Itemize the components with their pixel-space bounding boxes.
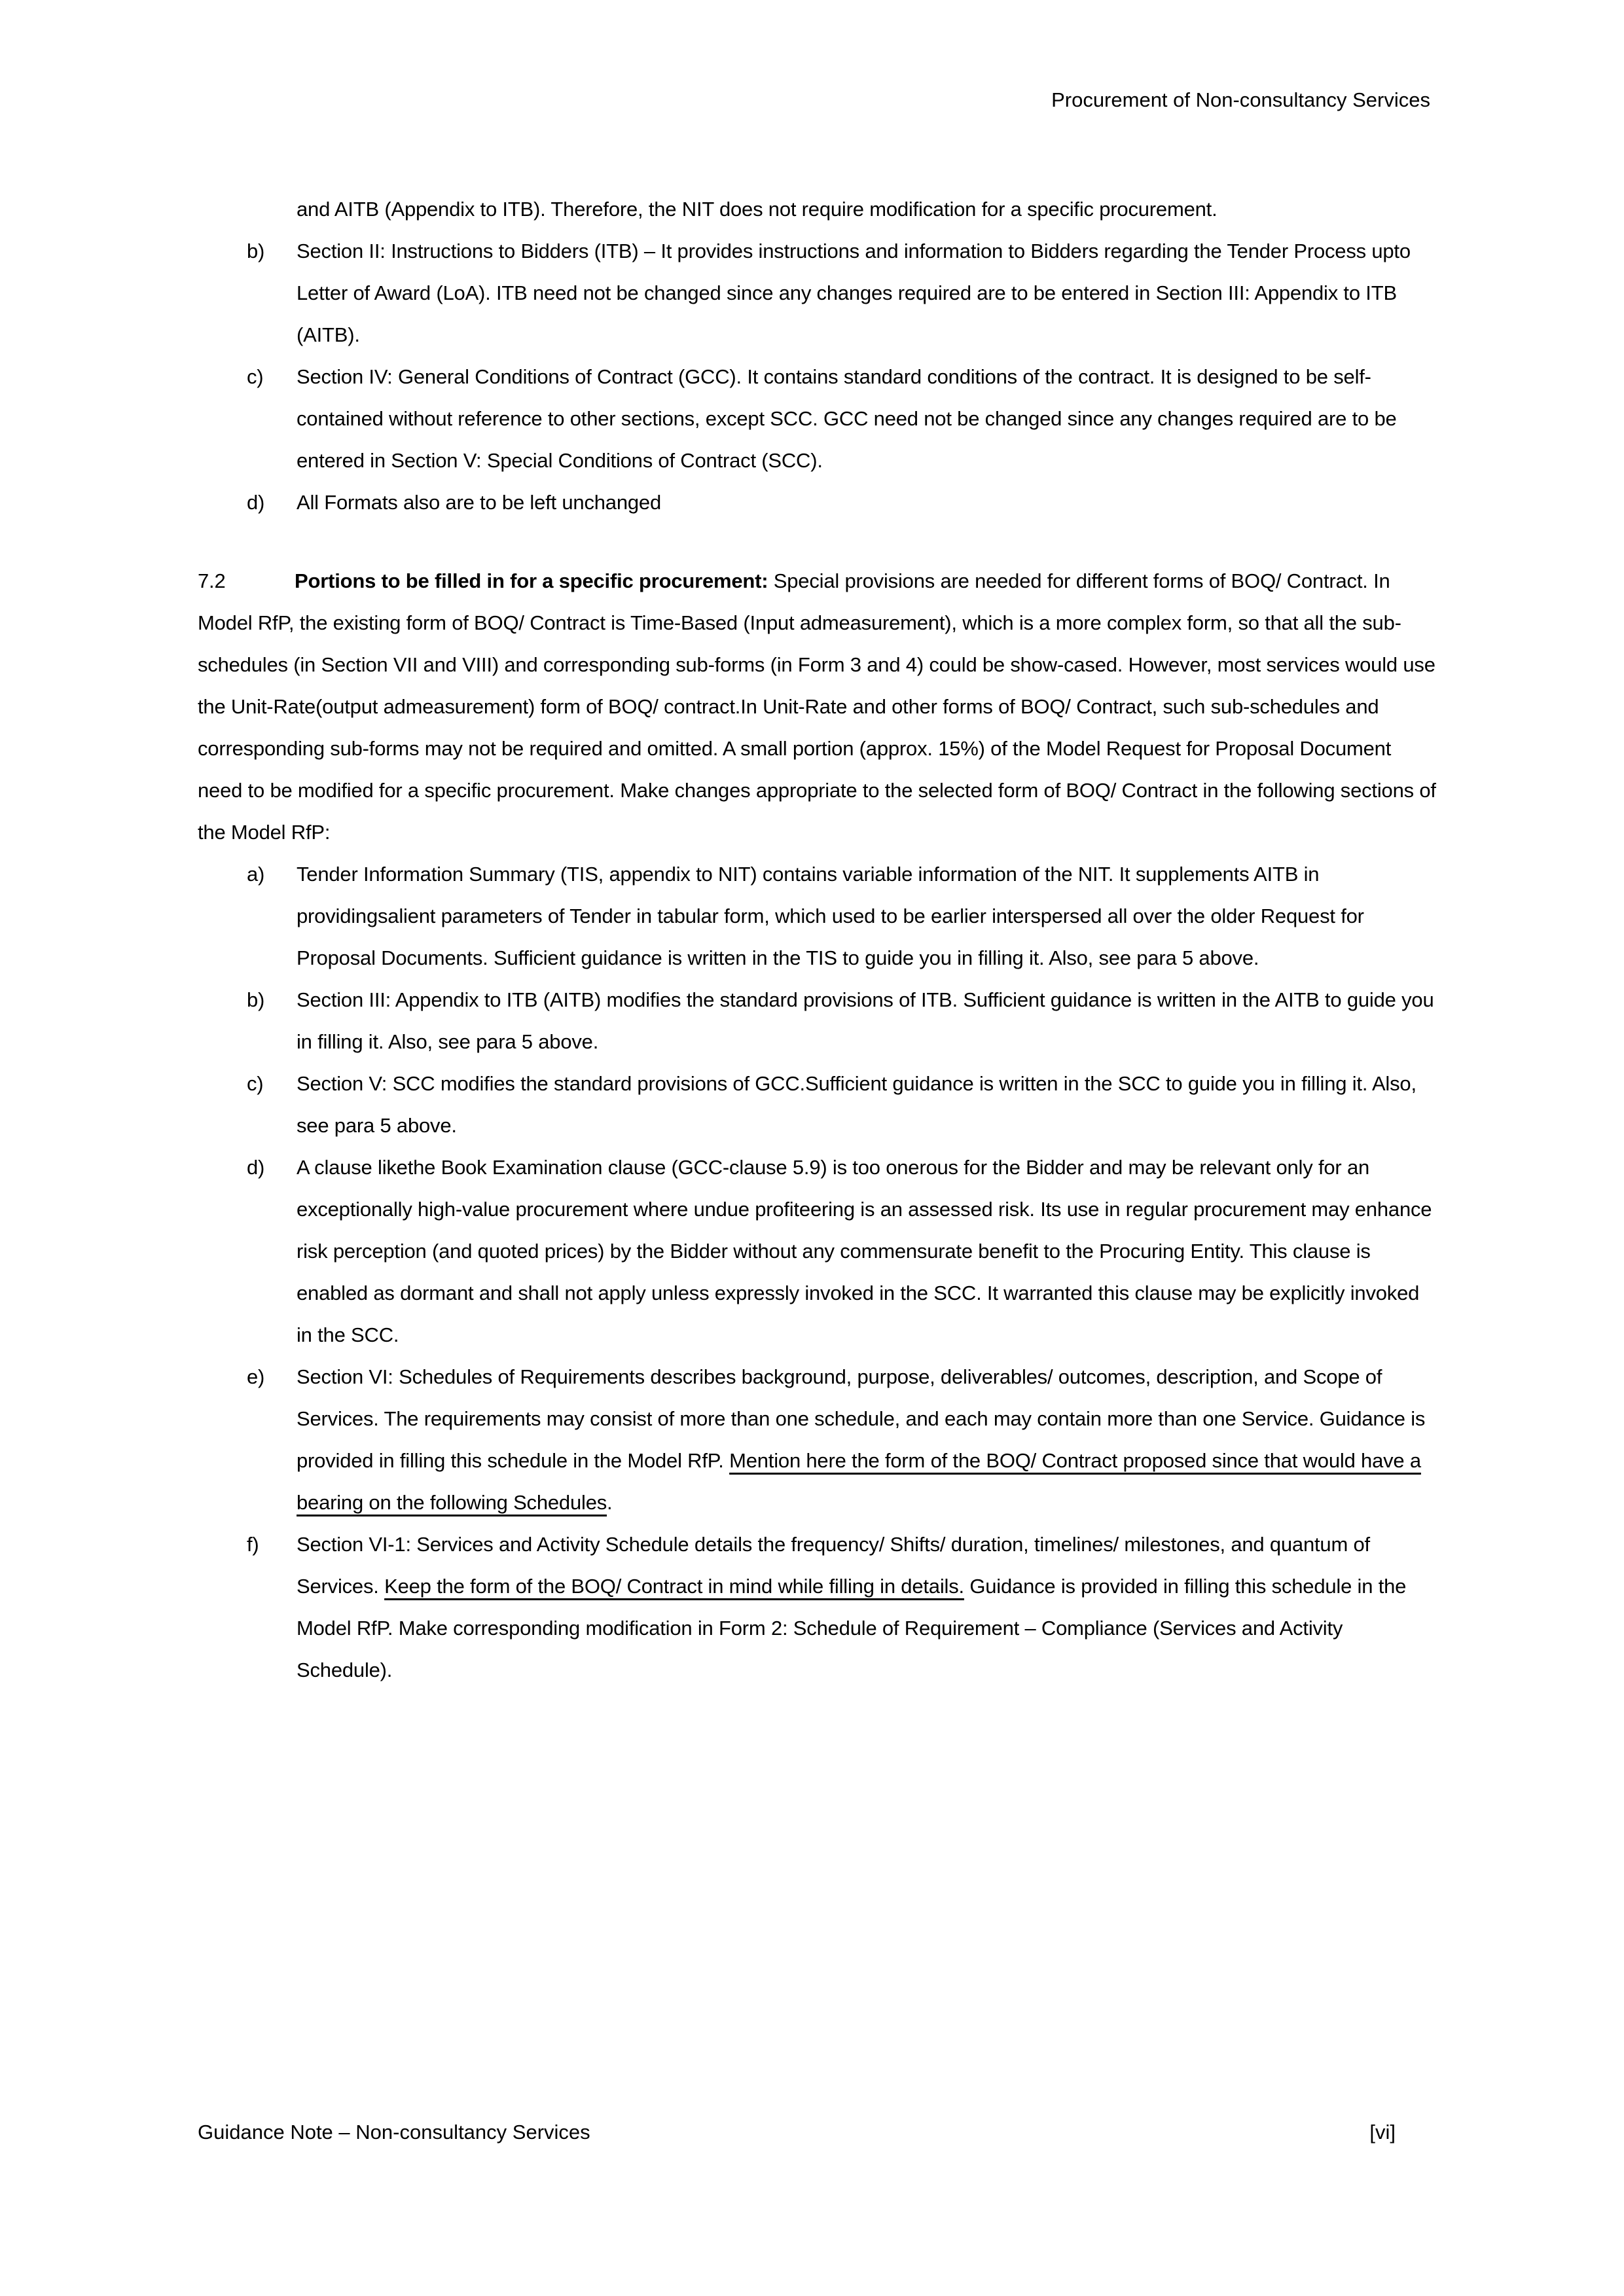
lettered-list-2 (198, 853, 1437, 1691)
list-item-text (297, 979, 1437, 1063)
list-item-text (297, 230, 1437, 356)
text-segment: All Formats also are to be left unchanged (297, 491, 662, 514)
text-segment: Tender Information Summary (TIS, appendix to NIT) contains variable information of the NIT. It supplements AITB in providingsalient parameters of Tender in tabular form, which used to be earlier interspersed all over the older Request for Proposal Documents. Sufficient guidance is written in the TIS to guide you in filling it. Also, see para 5 above. (297, 863, 1364, 969)
continuation-paragraph: and AITB (Appendix to ITB). Therefore, the NIT does not require modification for a specific procurement. (297, 198, 1218, 221)
list-item-c (198, 356, 1437, 482)
list-item-d (198, 1147, 1437, 1356)
text-segment: Section IV: General Conditions of Contract (GCC). It contains standard conditions of the contract. It is designed to be self-contained without reference to other sections, except SCC. GCC need not be changed since any changes required are to be entered in Section V: Special Conditions of Contract (SCC). (297, 365, 1397, 472)
footer-page-number: [vi] (1369, 2121, 1396, 2144)
paragraph-7-2-heading: Portions to be filled in for a specific procurement: (295, 569, 768, 592)
list-marker: d) (247, 491, 265, 514)
list-item-c (198, 1063, 1437, 1147)
footer-document-title: Guidance Note – Non-consultancy Services (198, 2121, 590, 2144)
list-item-b (198, 230, 1437, 356)
list-item-text (297, 1147, 1437, 1356)
list-marker: c) (247, 365, 264, 388)
lettered-list-1 (198, 230, 1437, 524)
text-segment: Section II: Instructions to Bidders (ITB) – It provides instructions and information to Bidders regarding the Tender Process upto Letter of Award (LoA). ITB need not be changed since any changes required are to be entered in Section III: Appendix to ITB (AITB). (297, 240, 1411, 346)
paragraph-7-2 (198, 560, 1437, 853)
list-item-e (198, 1356, 1437, 1524)
text-segment: Section V: SCC modifies the standard provisions of GCC.Sufficient guidance is written in the SCC to guide you in filling it. Also, see para 5 above. (297, 1072, 1416, 1137)
header-title: Procurement of Non-consultancy Services (1051, 88, 1430, 111)
underlined-instruction: Keep the form of the BOQ/ Contract in mind while filling in details. (384, 1575, 964, 1598)
list-item-text (297, 1063, 1437, 1147)
underlined-instruction: Mention here the form of the BOQ/ Contract proposed since that would have a bearing on the following Schedules (297, 1449, 1421, 1514)
list-marker: a) (247, 863, 265, 886)
text-segment: Section VI-1: Services and Activity Schedule details the frequency/ Shifts/ duration, timelines/ milestones, and quantum of Services. (297, 1533, 1370, 1598)
list-item-text (297, 1524, 1437, 1691)
list-item-text (297, 356, 1437, 482)
list-item-text (297, 853, 1437, 979)
list-item-d (198, 482, 1437, 524)
list-item-f (198, 1524, 1437, 1691)
list-marker: d) (247, 1156, 265, 1179)
page-header (198, 87, 1430, 113)
paragraph-7-2-text: Special provisions are needed for different forms of BOQ/ Contract. In Model RfP, the existing form of BOQ/ Contract is Time-Based (Input admeasurement), which is a more complex form, so that all the sub-schedules (in Section VII and VIII) and corresponding sub-forms (in Form 3 and 4) could be show-cased. However, most services would use the Unit-Rate(output admeasurement) form of BOQ/ contract.In Unit-Rate and other forms of BOQ/ Contract, such sub-schedules and corresponding sub-forms may not be required and omitted. A small portion (approx. 15%) of the Model Request for Proposal Document need to be modified for a specific procurement. Make changes appropriate to the selected form of BOQ/ Contract in the following sections of the Model RfP: (198, 569, 1436, 844)
list-marker: b) (247, 988, 265, 1011)
page-footer (198, 2118, 1396, 2147)
list-marker: c) (247, 1072, 264, 1095)
text-segment: Section III: Appendix to ITB (AITB) modifies the standard provisions of ITB. Sufficient guidance is written in the AITB to guide you in filling it. Also, see para 5 above. (297, 988, 1434, 1053)
list-item-a (198, 853, 1437, 979)
list-item-b (198, 979, 1437, 1063)
list-item-text (297, 482, 1437, 524)
text-segment: Guidance is provided in filling this schedule in the Model RfP. Make corresponding modification in Form 2: Schedule of Requirement – Compliance (Services and Activity Schedule). (297, 1575, 1407, 1681)
list-item-text (297, 1356, 1437, 1524)
list-marker: f) (247, 1533, 259, 1556)
list-marker: e) (247, 1365, 265, 1388)
paragraph-number: 7.2 (198, 569, 226, 592)
text-segment: A clause likethe Book Examination clause (GCC-clause 5.9) is too onerous for the Bidder and may be relevant only for an exceptionally high-value procurement where undue profiteering is an assessed risk. Its use in regular procurement may enhance risk perception (and quoted prices) by the Bidder without any commensurate benefit to the Procuring Entity. This clause is enabled as dormant and shall not apply unless expressly invoked in the SCC. It warranted this clause may be explicitly invoked in the SCC. (297, 1156, 1432, 1346)
text-segment: . (607, 1491, 613, 1514)
list-marker: b) (247, 240, 265, 262)
document-body (198, 188, 1437, 1691)
text-segment: Section VI: Schedules of Requirements describes background, purpose, deliverables/ outcomes, description, and Scope of Services. The requirements may consist of more than one schedule, and each may contain more than one Service. Guidance is provided in filling this schedule in the Model RfP. (297, 1365, 1426, 1472)
